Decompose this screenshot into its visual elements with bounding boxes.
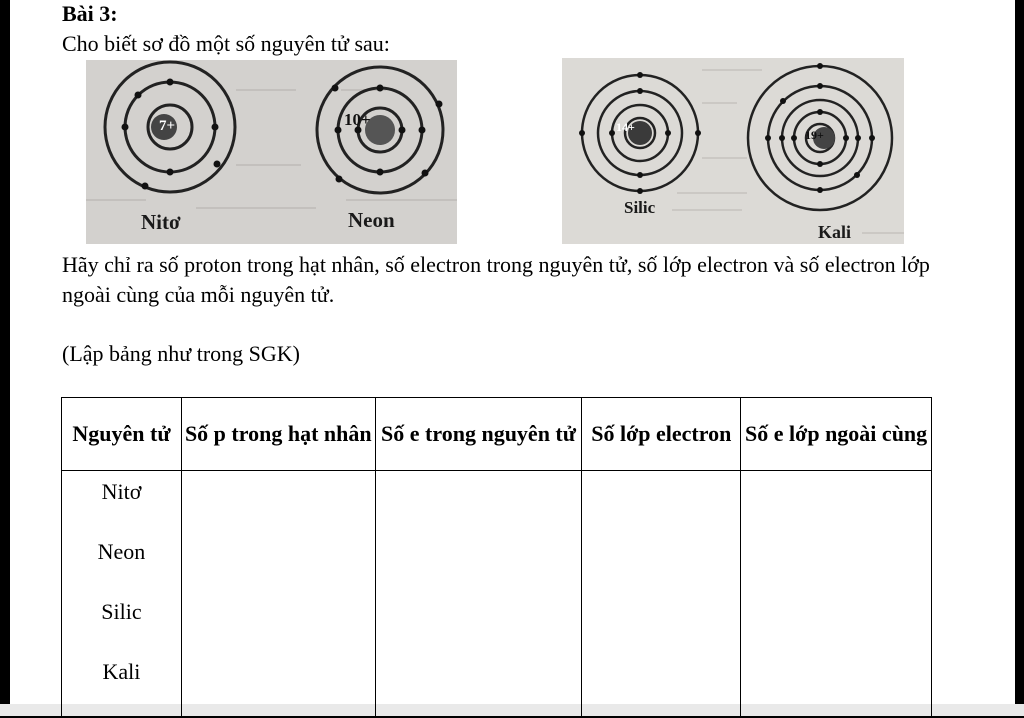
exercise-hint: (Lập bảng như trong SGK) [62, 341, 300, 366]
element-name: Kali [102, 659, 141, 684]
nito-name-label: Nitơ [141, 210, 181, 234]
table-header: Số e trong nguyên tử [375, 398, 582, 471]
nito-nucleus-label: 7+ [159, 118, 176, 134]
neon-name-label: Neon [348, 208, 395, 232]
element-name: Neon [97, 539, 146, 564]
exercise-intro: Cho biết sơ đồ một số nguyên tử sau: [62, 31, 390, 56]
element-name: Silic [101, 599, 142, 624]
answer-table [61, 397, 932, 718]
kali-name-label: Kali [818, 222, 852, 242]
electron-count-cell [375, 471, 582, 718]
atom-diagram-photo-left [86, 60, 457, 244]
element-column [62, 471, 182, 718]
proton-count-cell [181, 471, 375, 718]
table-header: Số e lớp ngoài cùng [741, 398, 932, 471]
atom-diagrams-silic-kali [562, 58, 904, 244]
table-header: Số lớp electron [582, 398, 741, 471]
outer-electron-cell [741, 471, 932, 718]
exercise-question: Hãy chỉ ra số proton trong hạt nhân, số electron trong nguyên tử, số lớp electron và số electron lớp ngoài cùng của mỗi nguyên tử. [62, 252, 930, 307]
silic-name-label: Silic [624, 198, 656, 217]
exercise-title: Bài 3: [62, 1, 118, 26]
shell-count-cell [582, 471, 741, 718]
neon-atom [317, 67, 443, 193]
element-name: Nitơ [101, 479, 142, 504]
table-header: Số p trong hạt nhân [181, 398, 375, 471]
silic-nucleus-label: 14+ [616, 120, 635, 134]
table-header-row [62, 398, 932, 471]
neon-nucleus-label: 10+ [344, 110, 371, 129]
atom-diagram-photo-right [562, 58, 904, 244]
kali-nucleus-label: 19+ [805, 128, 824, 142]
table-header: Nguyên tử [62, 398, 182, 471]
table-row [62, 471, 932, 718]
